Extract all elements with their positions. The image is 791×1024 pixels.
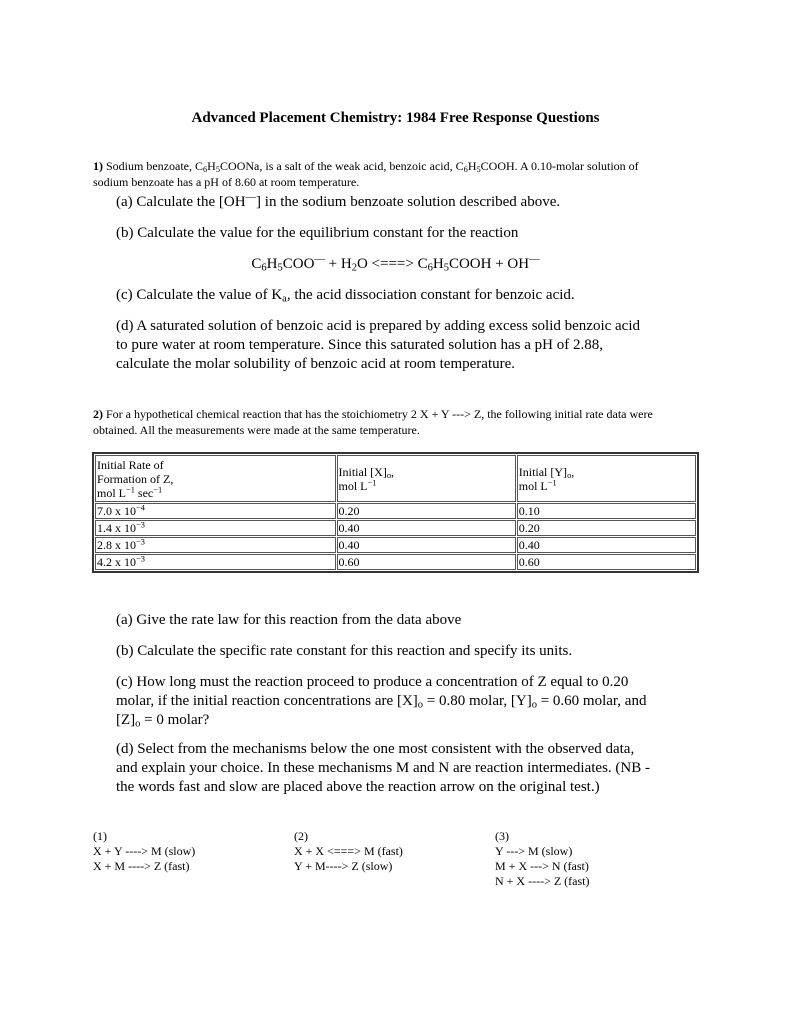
rate-mantissa: 4.2 x 10 [97, 555, 136, 569]
header-line [519, 465, 694, 479]
x-cell: 0.20 [337, 503, 516, 519]
eq-text: COO [282, 256, 315, 272]
mechanism-label: (1) [93, 829, 107, 843]
header-line: Formation of Z, [97, 471, 174, 486]
header-rate [95, 455, 336, 502]
x-cell: 0.60 [337, 554, 516, 570]
table-row [95, 503, 696, 519]
mechanism-step: Y + M----> Z (slow) [294, 859, 393, 873]
header-line [97, 486, 334, 500]
rate-cell [95, 537, 336, 553]
header-line [339, 479, 514, 493]
eq-text: COOH + OH [448, 256, 530, 272]
part-text: molar, if the initial reaction concentrations are [X] [116, 693, 418, 709]
rate-mantissa: 1.4 x 10 [97, 521, 136, 535]
header-y [517, 455, 696, 502]
header-text: mol L [338, 478, 368, 493]
subscript: 6 [261, 262, 267, 274]
q1-intro-text: Sodium benzoate, C [106, 159, 203, 173]
mechanism-3 [495, 829, 590, 889]
q1-part-a [116, 193, 676, 212]
superscript: — [314, 254, 325, 266]
table-row [95, 537, 696, 553]
q2-intro-text: For a hypothetical chemical reaction that has the stoichiometry 2 X + Y ---> Z, the following initial rate data were [106, 407, 653, 421]
y-cell: 0.60 [517, 554, 696, 570]
part-text: , the acid dissociation constant for benzoic acid. [286, 287, 575, 303]
rate-cell [95, 503, 336, 519]
eq-text: H [266, 256, 278, 272]
part-text: (a) Calculate the [OH [116, 194, 246, 210]
subscript: 6 [427, 262, 433, 274]
rate-cell [95, 554, 336, 570]
y-cell: 0.20 [517, 520, 696, 536]
header-text: Initial [X] [338, 464, 387, 479]
part-text: = 0 molar? [140, 712, 210, 728]
q1-intro-text: H [207, 159, 216, 173]
part-text: (c) Calculate the value of K [116, 287, 283, 303]
part-d-line: (d) A saturated solution of benzoic acid is prepared by adding excess solid benzoic acid [116, 318, 641, 334]
superscript: — [529, 254, 540, 266]
mechanism-step: X + X <===> M (fast) [294, 844, 403, 858]
subscript: 6 [202, 165, 208, 175]
mechanism-label: (2) [294, 829, 308, 843]
superscript: −1 [153, 484, 163, 494]
mechanism-step: X + M ----> Z (fast) [93, 859, 190, 873]
header-x [337, 455, 516, 502]
subscript: o [567, 470, 572, 480]
q2-intro [93, 406, 713, 438]
table-row [95, 554, 696, 570]
header-text: , [571, 464, 575, 479]
header-text: mol L [518, 478, 548, 493]
q2-intro-line1 [93, 406, 713, 422]
q1-intro-line1 [93, 158, 703, 174]
mechanism-step: Y ---> M (slow) [495, 844, 573, 858]
superscript: −3 [136, 554, 145, 564]
header-text: mol L [97, 485, 126, 500]
rate-mantissa: 7.0 x 10 [97, 504, 136, 518]
part-d-line: the words fast and slow are placed above the reaction arrow on the original test.) [116, 779, 600, 795]
q1-intro-text: COONa, is a salt of the weak acid, benzoic acid, C [220, 159, 464, 173]
superscript: −1 [126, 484, 135, 494]
mechanism-2 [294, 829, 403, 874]
y-cell: 0.10 [517, 503, 696, 519]
part-d-line: and explain your choice. In these mechanisms M and N are reaction intermediates. (NB - [116, 760, 650, 776]
eq-text: + H [324, 256, 352, 272]
subscript: o [531, 699, 537, 711]
rate-cell [95, 520, 336, 536]
q1-intro [93, 158, 703, 190]
x-cell: 0.40 [337, 537, 516, 553]
page-title: Advanced Placement Chemistry: 1984 Free Response Questions [191, 110, 600, 126]
q2-part-d [116, 740, 696, 797]
eq-text: C [251, 256, 262, 272]
superscript: −3 [136, 537, 145, 547]
part-d-line: (d) Select from the mechanisms below the one most consistent with the observed data, [116, 741, 635, 757]
header-text: , [391, 464, 395, 479]
table-header-row [95, 455, 696, 502]
superscript: −4 [136, 503, 145, 513]
q1-intro-text: COOH. A 0.10-molar solution of [480, 159, 639, 173]
q1-intro-text: H [467, 159, 477, 173]
mechanism-step: X + Y ----> M (slow) [93, 844, 196, 858]
superscript: −3 [136, 520, 145, 530]
q2-part-b: (b) Calculate the specific rate constant for this reaction and specify its units. [116, 643, 573, 659]
q1-number: 1) [93, 159, 103, 173]
header-line [519, 479, 694, 493]
part-text: = 0.80 molar, [Y] [423, 693, 532, 709]
q2-part-c [116, 673, 686, 730]
header-text: sec [134, 485, 154, 500]
eq-text: H [432, 256, 444, 272]
subscript: 6 [463, 165, 468, 175]
table-row [95, 520, 696, 536]
q1-intro-line2: sodium benzoate has a pH of 8.60 at room temperature. [93, 175, 360, 189]
part-text: = 0.60 molar, and [536, 693, 647, 709]
subscript: o [135, 718, 141, 730]
q2-number: 2) [93, 407, 103, 421]
subscript: 2 [351, 262, 357, 274]
q2-part-a: (a) Give the rate law for this reaction from the data above [116, 612, 462, 628]
q1-part-d [116, 317, 716, 374]
part-text: ] in the sodium benzoate solution described above. [256, 194, 561, 210]
subscript: 5 [215, 165, 221, 175]
q1-part-c [116, 286, 676, 305]
header-line [339, 465, 514, 479]
superscript: −1 [547, 477, 557, 487]
subscript: 5 [443, 262, 449, 274]
superscript: — [245, 192, 257, 204]
subscript: o [417, 699, 424, 711]
part-d-line: calculate the molar solubility of benzoic acid at room temperature. [116, 356, 516, 372]
mechanism-step: N + X ----> Z (fast) [495, 874, 590, 888]
mechanism-step: M + X ---> N (fast) [495, 859, 589, 873]
part-text: [Z] [116, 712, 136, 728]
subscript: o [386, 470, 392, 480]
part-d-line: to pure water at room temperature. Since this saturated solution has a pH of 2.88, [116, 337, 603, 353]
q2-intro-line2: obtained. All the measurements were made at the same temperature. [93, 423, 420, 437]
y-cell: 0.40 [517, 537, 696, 553]
mechanism-1 [93, 829, 195, 874]
rate-data-table [92, 452, 699, 573]
part-c-line: (c) How long must the reaction proceed to produce a concentration of Z equal to 0.20 [116, 674, 629, 690]
subscript: a [282, 293, 287, 305]
q1-equation [0, 255, 791, 274]
part-c-line [116, 711, 686, 730]
mechanism-label: (3) [495, 829, 509, 843]
q1-part-b: (b) Calculate the value for the equilibrium constant for the reaction [116, 225, 519, 241]
part-c-line [116, 692, 686, 711]
eq-text: O <===> C [356, 256, 428, 272]
header-line: Initial Rate of [97, 457, 164, 472]
subscript: 5 [277, 262, 283, 274]
header-text: Initial [Y] [518, 464, 568, 479]
subscript: 5 [476, 165, 481, 175]
x-cell: 0.40 [337, 520, 516, 536]
rate-mantissa: 2.8 x 10 [97, 538, 136, 552]
superscript: −1 [367, 477, 377, 487]
